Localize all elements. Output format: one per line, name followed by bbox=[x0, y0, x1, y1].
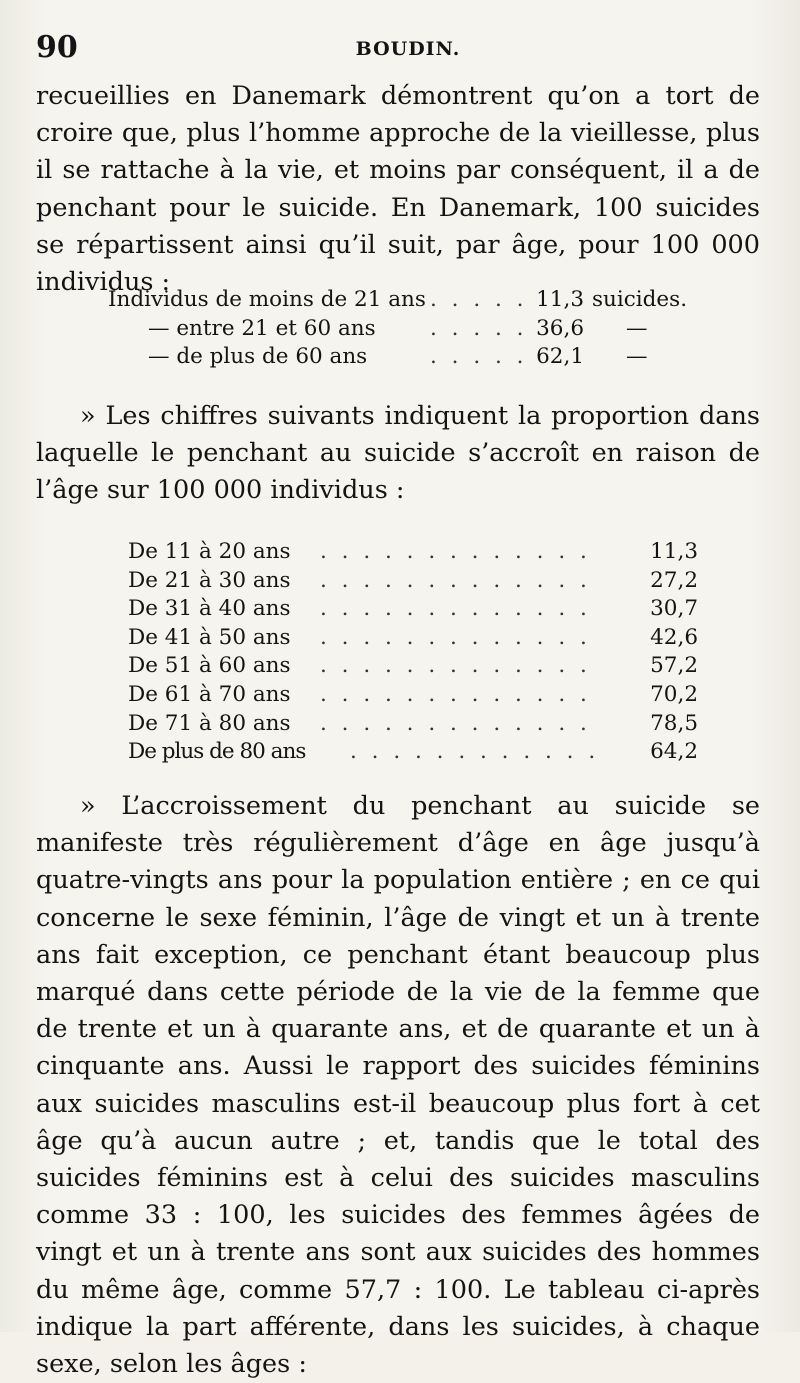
leader-dots: . . . . . . . . . . . . . bbox=[320, 567, 591, 593]
row-value: 42,6 bbox=[650, 624, 698, 650]
page-header bbox=[36, 30, 760, 64]
paragraph-intro: recueillies en Danemark démontrent qu’on a tort de croire que, plus l’homme approche de la vieillesse, plus il se rattache à la vie, et moins par conséquent, il a de penchant pour le suicide. En Danemark, 100 suicides se répartissent ainsi qu’il suit, par âge, pour 100 000 individus : bbox=[36, 81, 760, 298]
row-value: 70,2 bbox=[650, 681, 698, 707]
leader-dots: . . . . . . . . . . . . . bbox=[320, 710, 591, 736]
row-label: De 31 à 40 ans bbox=[128, 596, 291, 622]
leader-dots: . . . . . . . . . . . . . bbox=[320, 681, 591, 707]
paragraph-proportion: » Les chiffres suivants indiquent la proportion dans laquelle le penchant au suicide s’accroît en raison de l’âge sur 100 000 individus : bbox=[36, 401, 760, 506]
row-label: De 21 à 30 ans bbox=[128, 567, 291, 593]
row-label: De 51 à 60 ans bbox=[128, 653, 291, 679]
running-head: BOUDIN. bbox=[355, 38, 461, 60]
table-row bbox=[108, 315, 708, 344]
leader-dots: . . . . . . . . . . . . . bbox=[320, 539, 591, 564]
row-value: 57,2 bbox=[650, 653, 698, 679]
row-unit: suicides. bbox=[592, 287, 688, 312]
age-table-denmark bbox=[108, 286, 708, 372]
leader-dots: . . . . . . . . . . . . . bbox=[320, 624, 591, 650]
row-label: De plus de 80 ans bbox=[128, 739, 306, 765]
leader-dots: . . . . . bbox=[430, 344, 528, 370]
row-label: De 61 à 70 ans bbox=[128, 681, 291, 707]
table-row bbox=[128, 624, 708, 653]
row-label: — entre 21 et 60 ans bbox=[148, 315, 376, 341]
row-unit: — bbox=[626, 344, 648, 370]
table-row bbox=[128, 652, 708, 681]
table-row bbox=[108, 286, 708, 315]
row-value: 36,6 bbox=[536, 315, 584, 341]
row-label: De 41 à 50 ans bbox=[128, 624, 291, 650]
page-number: 90 bbox=[36, 30, 78, 65]
row-label: De 11 à 20 ans bbox=[128, 539, 291, 564]
leader-dots: . . . . . bbox=[430, 287, 528, 312]
leader-dots: . . . . . . . . . . . . . bbox=[320, 653, 591, 679]
table-row bbox=[128, 567, 708, 596]
table-row bbox=[128, 681, 708, 710]
age-table-progression bbox=[128, 538, 708, 767]
table-row bbox=[108, 343, 708, 372]
row-value: 62,1 bbox=[536, 344, 584, 370]
row-value: 27,2 bbox=[650, 567, 698, 593]
row-value: 64,2 bbox=[650, 739, 698, 765]
table-row bbox=[128, 710, 708, 739]
row-value: 11,3 bbox=[650, 539, 698, 564]
row-unit: — bbox=[626, 315, 648, 341]
leader-dots: . . . . . bbox=[430, 315, 528, 341]
paragraph-accroissement: » L’accroissement du penchant au suicide se manifeste très régulièrement d’âge en âge jusqu’à quatre-vingts ans pour la population entière ; en ce qui concerne le sexe féminin, l’âge de vingt et un à trente ans fait exception, ce penchant étant beaucoup plus marqué dans cette période de la vie de la femme que de trente et un à quarante ans, et de quarante et un à cinquante ans. Aussi le rapport des suicides féminins aux suicides masculins est-il beaucoup plus fort à cet âge qu’à aucun autre ; et, tandis que le total des suicides féminins est à celui des suicides masculins comme 33 : 100, les suicides des femmes âgées de vingt et un à trente ans sont aux suicides des hommes du même âge, comme 57,7 : 100. Le tableau ci-après indique la part afférente, dans les suicides, à chaque sexe, selon les âges : bbox=[36, 791, 760, 1380]
row-label: — de plus de 60 ans bbox=[148, 344, 368, 370]
table-row bbox=[128, 738, 708, 767]
row-value: 78,5 bbox=[650, 710, 698, 736]
row-value: 30,7 bbox=[650, 596, 698, 622]
row-label: De 71 à 80 ans bbox=[128, 710, 291, 736]
row-value: 11,3 bbox=[536, 287, 584, 312]
leader-dots: . . . . . . . . . . . . . bbox=[320, 596, 591, 622]
row-label: Individus de moins de 21 ans bbox=[108, 287, 426, 312]
leader-dots: . . . . . . . . . . . . bbox=[350, 739, 600, 765]
table-row bbox=[128, 595, 708, 624]
table-row bbox=[128, 538, 708, 567]
